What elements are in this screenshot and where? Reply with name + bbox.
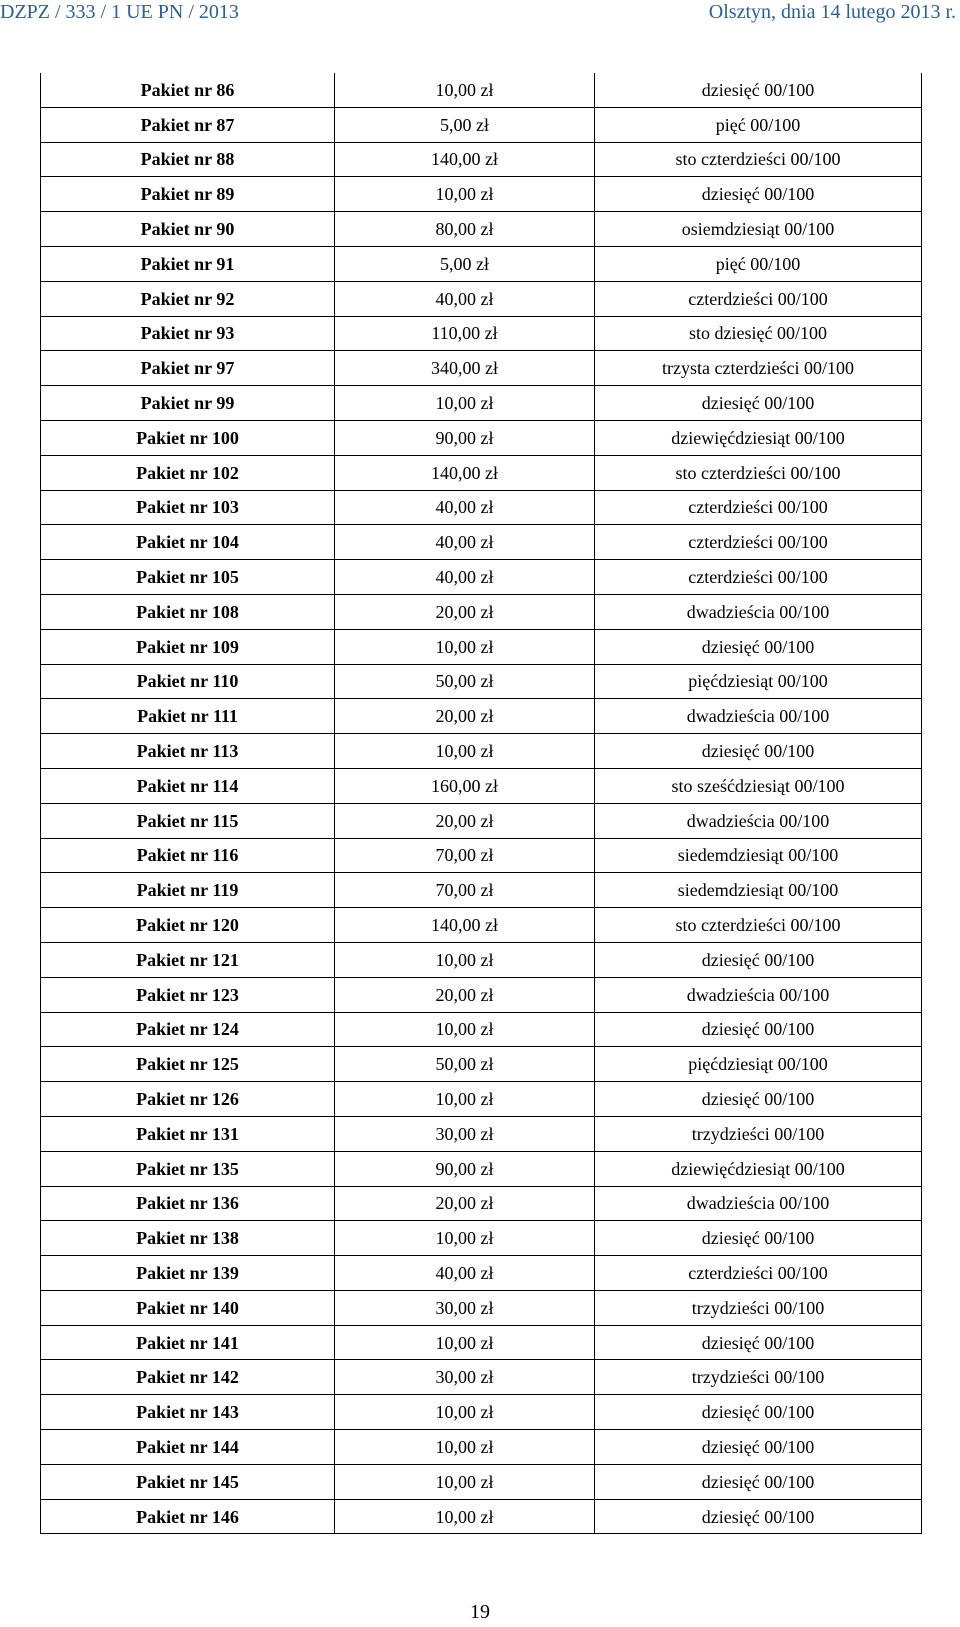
packet-amount-words-cell: sto dziesięć 00/100 bbox=[595, 316, 922, 351]
packet-amount-cell: 160,00 zł bbox=[335, 768, 595, 803]
packet-name-cell: Pakiet nr 114 bbox=[41, 768, 335, 803]
packet-amount-words-cell: dziesięć 00/100 bbox=[595, 177, 922, 212]
packet-amount-words-cell: czterdzieści 00/100 bbox=[595, 560, 922, 595]
table-row bbox=[41, 838, 922, 873]
packet-amount-words-cell: dziesięć 00/100 bbox=[595, 629, 922, 664]
table-row bbox=[41, 1464, 922, 1499]
packet-name-cell: Pakiet nr 115 bbox=[41, 803, 335, 838]
packet-amount-words-cell: dziesięć 00/100 bbox=[595, 1082, 922, 1117]
packet-amount-words-cell: dwadzieścia 00/100 bbox=[595, 1186, 922, 1221]
table-row bbox=[41, 212, 922, 247]
packet-name-cell: Pakiet nr 108 bbox=[41, 594, 335, 629]
packet-amount-words-cell: trzydzieści 00/100 bbox=[595, 1116, 922, 1151]
packet-amount-words-cell: osiemdziesiąt 00/100 bbox=[595, 212, 922, 247]
packet-amount-cell: 10,00 zł bbox=[335, 1012, 595, 1047]
table-row bbox=[41, 455, 922, 490]
packet-name-cell: Pakiet nr 99 bbox=[41, 386, 335, 421]
table-row bbox=[41, 386, 922, 421]
packet-amount-cell: 80,00 zł bbox=[335, 212, 595, 247]
table-row bbox=[41, 734, 922, 769]
table-row bbox=[41, 490, 922, 525]
packet-amount-cell: 10,00 zł bbox=[335, 1395, 595, 1430]
packet-name-cell: Pakiet nr 100 bbox=[41, 420, 335, 455]
packet-amount-words-cell: dziesięć 00/100 bbox=[595, 73, 922, 107]
packets-table-body bbox=[41, 73, 922, 1534]
packet-amount-cell: 10,00 zł bbox=[335, 629, 595, 664]
table-row bbox=[41, 1221, 922, 1256]
packet-amount-words-cell: pięćdziesiąt 00/100 bbox=[595, 1047, 922, 1082]
packet-amount-cell: 90,00 zł bbox=[335, 1151, 595, 1186]
packet-name-cell: Pakiet nr 88 bbox=[41, 142, 335, 177]
packet-amount-cell: 10,00 zł bbox=[335, 1464, 595, 1499]
packet-amount-cell: 70,00 zł bbox=[335, 873, 595, 908]
packet-amount-words-cell: czterdzieści 00/100 bbox=[595, 525, 922, 560]
packet-name-cell: Pakiet nr 143 bbox=[41, 1395, 335, 1430]
packet-amount-words-cell: siedemdziesiąt 00/100 bbox=[595, 838, 922, 873]
packet-amount-words-cell: dwadzieścia 00/100 bbox=[595, 699, 922, 734]
packet-amount-words-cell: sto czterdzieści 00/100 bbox=[595, 142, 922, 177]
packet-name-cell: Pakiet nr 90 bbox=[41, 212, 335, 247]
packet-name-cell: Pakiet nr 116 bbox=[41, 838, 335, 873]
packet-amount-cell: 20,00 zł bbox=[335, 594, 595, 629]
packet-amount-cell: 90,00 zł bbox=[335, 420, 595, 455]
table-row bbox=[41, 1151, 922, 1186]
packet-name-cell: Pakiet nr 110 bbox=[41, 664, 335, 699]
place-and-date: Olsztyn, dnia 14 lutego 2013 r. bbox=[708, 1, 956, 23]
table-row bbox=[41, 316, 922, 351]
table-row bbox=[41, 73, 922, 107]
table-row bbox=[41, 1499, 922, 1534]
table-row bbox=[41, 351, 922, 386]
packet-amount-words-cell: czterdzieści 00/100 bbox=[595, 490, 922, 525]
packet-name-cell: Pakiet nr 89 bbox=[41, 177, 335, 212]
packet-amount-words-cell: dziesięć 00/100 bbox=[595, 1464, 922, 1499]
packet-amount-cell: 20,00 zł bbox=[335, 977, 595, 1012]
table-row bbox=[41, 1186, 922, 1221]
packet-name-cell: Pakiet nr 109 bbox=[41, 629, 335, 664]
document-reference: DZPZ / 333 / 1 UE PN / 2013 bbox=[0, 1, 239, 23]
packet-amount-cell: 10,00 zł bbox=[335, 1325, 595, 1360]
packet-amount-cell: 10,00 zł bbox=[335, 734, 595, 769]
packet-amount-cell: 10,00 zł bbox=[335, 1221, 595, 1256]
packet-amount-words-cell: dwadzieścia 00/100 bbox=[595, 803, 922, 838]
packet-amount-cell: 5,00 zł bbox=[335, 107, 595, 142]
packet-amount-cell: 40,00 zł bbox=[335, 1256, 595, 1291]
table-row bbox=[41, 525, 922, 560]
table-row bbox=[41, 177, 922, 212]
packet-amount-words-cell: siedemdziesiąt 00/100 bbox=[595, 873, 922, 908]
packet-amount-cell: 30,00 zł bbox=[335, 1116, 595, 1151]
packet-name-cell: Pakiet nr 136 bbox=[41, 1186, 335, 1221]
table-row bbox=[41, 1290, 922, 1325]
packet-name-cell: Pakiet nr 102 bbox=[41, 455, 335, 490]
table-row bbox=[41, 246, 922, 281]
table-row bbox=[41, 594, 922, 629]
table-row bbox=[41, 1325, 922, 1360]
packet-name-cell: Pakiet nr 138 bbox=[41, 1221, 335, 1256]
packet-amount-cell: 10,00 zł bbox=[335, 386, 595, 421]
packet-amount-cell: 10,00 zł bbox=[335, 1430, 595, 1465]
packet-name-cell: Pakiet nr 97 bbox=[41, 351, 335, 386]
packet-name-cell: Pakiet nr 142 bbox=[41, 1360, 335, 1395]
packet-name-cell: Pakiet nr 125 bbox=[41, 1047, 335, 1082]
packet-amount-words-cell: sto czterdzieści 00/100 bbox=[595, 908, 922, 943]
table-row bbox=[41, 281, 922, 316]
packet-amount-words-cell: pięć 00/100 bbox=[595, 107, 922, 142]
page-header bbox=[0, 0, 960, 30]
packet-amount-words-cell: dziesięć 00/100 bbox=[595, 386, 922, 421]
packet-amount-words-cell: dziesięć 00/100 bbox=[595, 1430, 922, 1465]
packet-amount-words-cell: trzydzieści 00/100 bbox=[595, 1290, 922, 1325]
page-number: 19 bbox=[470, 1601, 490, 1623]
packet-name-cell: Pakiet nr 146 bbox=[41, 1499, 335, 1534]
table-row bbox=[41, 1012, 922, 1047]
packet-amount-cell: 140,00 zł bbox=[335, 455, 595, 490]
table-row bbox=[41, 768, 922, 803]
table-row bbox=[41, 560, 922, 595]
packet-amount-cell: 5,00 zł bbox=[335, 246, 595, 281]
table-row bbox=[41, 629, 922, 664]
packet-name-cell: Pakiet nr 104 bbox=[41, 525, 335, 560]
packet-amount-cell: 10,00 zł bbox=[335, 942, 595, 977]
packet-amount-words-cell: dwadzieścia 00/100 bbox=[595, 594, 922, 629]
table-row bbox=[41, 1395, 922, 1430]
packet-name-cell: Pakiet nr 144 bbox=[41, 1430, 335, 1465]
table-row bbox=[41, 1047, 922, 1082]
packet-amount-cell: 30,00 zł bbox=[335, 1290, 595, 1325]
table-row bbox=[41, 664, 922, 699]
table-row bbox=[41, 699, 922, 734]
packet-name-cell: Pakiet nr 92 bbox=[41, 281, 335, 316]
packets-table bbox=[40, 73, 922, 1534]
table-row bbox=[41, 942, 922, 977]
packet-name-cell: Pakiet nr 141 bbox=[41, 1325, 335, 1360]
packet-amount-words-cell: czterdzieści 00/100 bbox=[595, 281, 922, 316]
packet-name-cell: Pakiet nr 121 bbox=[41, 942, 335, 977]
packet-amount-words-cell: dziesięć 00/100 bbox=[595, 942, 922, 977]
packet-amount-cell: 40,00 zł bbox=[335, 560, 595, 595]
packet-name-cell: Pakiet nr 111 bbox=[41, 699, 335, 734]
table-row bbox=[41, 873, 922, 908]
packet-name-cell: Pakiet nr 120 bbox=[41, 908, 335, 943]
table-row bbox=[41, 142, 922, 177]
packet-name-cell: Pakiet nr 91 bbox=[41, 246, 335, 281]
packet-name-cell: Pakiet nr 93 bbox=[41, 316, 335, 351]
packet-amount-cell: 140,00 zł bbox=[335, 908, 595, 943]
packet-name-cell: Pakiet nr 124 bbox=[41, 1012, 335, 1047]
table-row bbox=[41, 1116, 922, 1151]
table-row bbox=[41, 1256, 922, 1291]
packet-name-cell: Pakiet nr 103 bbox=[41, 490, 335, 525]
packet-amount-cell: 50,00 zł bbox=[335, 664, 595, 699]
packet-amount-cell: 10,00 zł bbox=[335, 1082, 595, 1117]
packet-amount-words-cell: dziesięć 00/100 bbox=[595, 1499, 922, 1534]
packet-amount-cell: 110,00 zł bbox=[335, 316, 595, 351]
packet-amount-words-cell: dziesięć 00/100 bbox=[595, 1395, 922, 1430]
packet-name-cell: Pakiet nr 126 bbox=[41, 1082, 335, 1117]
packet-name-cell: Pakiet nr 145 bbox=[41, 1464, 335, 1499]
packet-amount-cell: 40,00 zł bbox=[335, 525, 595, 560]
table-row bbox=[41, 420, 922, 455]
packet-name-cell: Pakiet nr 105 bbox=[41, 560, 335, 595]
table-row bbox=[41, 1430, 922, 1465]
table-row bbox=[41, 1360, 922, 1395]
packet-amount-words-cell: sto czterdzieści 00/100 bbox=[595, 455, 922, 490]
packet-amount-words-cell: dwadzieścia 00/100 bbox=[595, 977, 922, 1012]
packet-amount-words-cell: dziewięćdziesiąt 00/100 bbox=[595, 1151, 922, 1186]
table-row bbox=[41, 977, 922, 1012]
table-row bbox=[41, 1082, 922, 1117]
packet-amount-cell: 140,00 zł bbox=[335, 142, 595, 177]
packet-amount-words-cell: dziewięćdziesiąt 00/100 bbox=[595, 420, 922, 455]
packet-amount-words-cell: trzydzieści 00/100 bbox=[595, 1360, 922, 1395]
packet-amount-words-cell: dziesięć 00/100 bbox=[595, 734, 922, 769]
packet-amount-cell: 340,00 zł bbox=[335, 351, 595, 386]
packet-name-cell: Pakiet nr 123 bbox=[41, 977, 335, 1012]
packet-amount-cell: 20,00 zł bbox=[335, 699, 595, 734]
packet-name-cell: Pakiet nr 140 bbox=[41, 1290, 335, 1325]
table-row bbox=[41, 107, 922, 142]
packet-name-cell: Pakiet nr 87 bbox=[41, 107, 335, 142]
packet-name-cell: Pakiet nr 139 bbox=[41, 1256, 335, 1291]
packet-amount-cell: 40,00 zł bbox=[335, 281, 595, 316]
packet-name-cell: Pakiet nr 86 bbox=[41, 73, 335, 107]
packet-amount-cell: 10,00 zł bbox=[335, 1499, 595, 1534]
packet-amount-words-cell: pięćdziesiąt 00/100 bbox=[595, 664, 922, 699]
packet-name-cell: Pakiet nr 113 bbox=[41, 734, 335, 769]
table-row bbox=[41, 803, 922, 838]
packet-amount-words-cell: sto sześćdziesiąt 00/100 bbox=[595, 768, 922, 803]
packet-amount-words-cell: trzysta czterdzieści 00/100 bbox=[595, 351, 922, 386]
packet-amount-words-cell: pięć 00/100 bbox=[595, 246, 922, 281]
packet-amount-cell: 20,00 zł bbox=[335, 1186, 595, 1221]
packet-amount-cell: 40,00 zł bbox=[335, 490, 595, 525]
table-row bbox=[41, 908, 922, 943]
packet-amount-cell: 10,00 zł bbox=[335, 73, 595, 107]
packet-amount-cell: 30,00 zł bbox=[335, 1360, 595, 1395]
packet-name-cell: Pakiet nr 135 bbox=[41, 1151, 335, 1186]
packet-amount-words-cell: czterdzieści 00/100 bbox=[595, 1256, 922, 1291]
packet-name-cell: Pakiet nr 131 bbox=[41, 1116, 335, 1151]
packet-amount-cell: 10,00 zł bbox=[335, 177, 595, 212]
packet-amount-words-cell: dziesięć 00/100 bbox=[595, 1325, 922, 1360]
packet-amount-words-cell: dziesięć 00/100 bbox=[595, 1221, 922, 1256]
packet-amount-cell: 20,00 zł bbox=[335, 803, 595, 838]
packet-amount-cell: 50,00 zł bbox=[335, 1047, 595, 1082]
packet-amount-words-cell: dziesięć 00/100 bbox=[595, 1012, 922, 1047]
packet-amount-cell: 70,00 zł bbox=[335, 838, 595, 873]
packet-name-cell: Pakiet nr 119 bbox=[41, 873, 335, 908]
